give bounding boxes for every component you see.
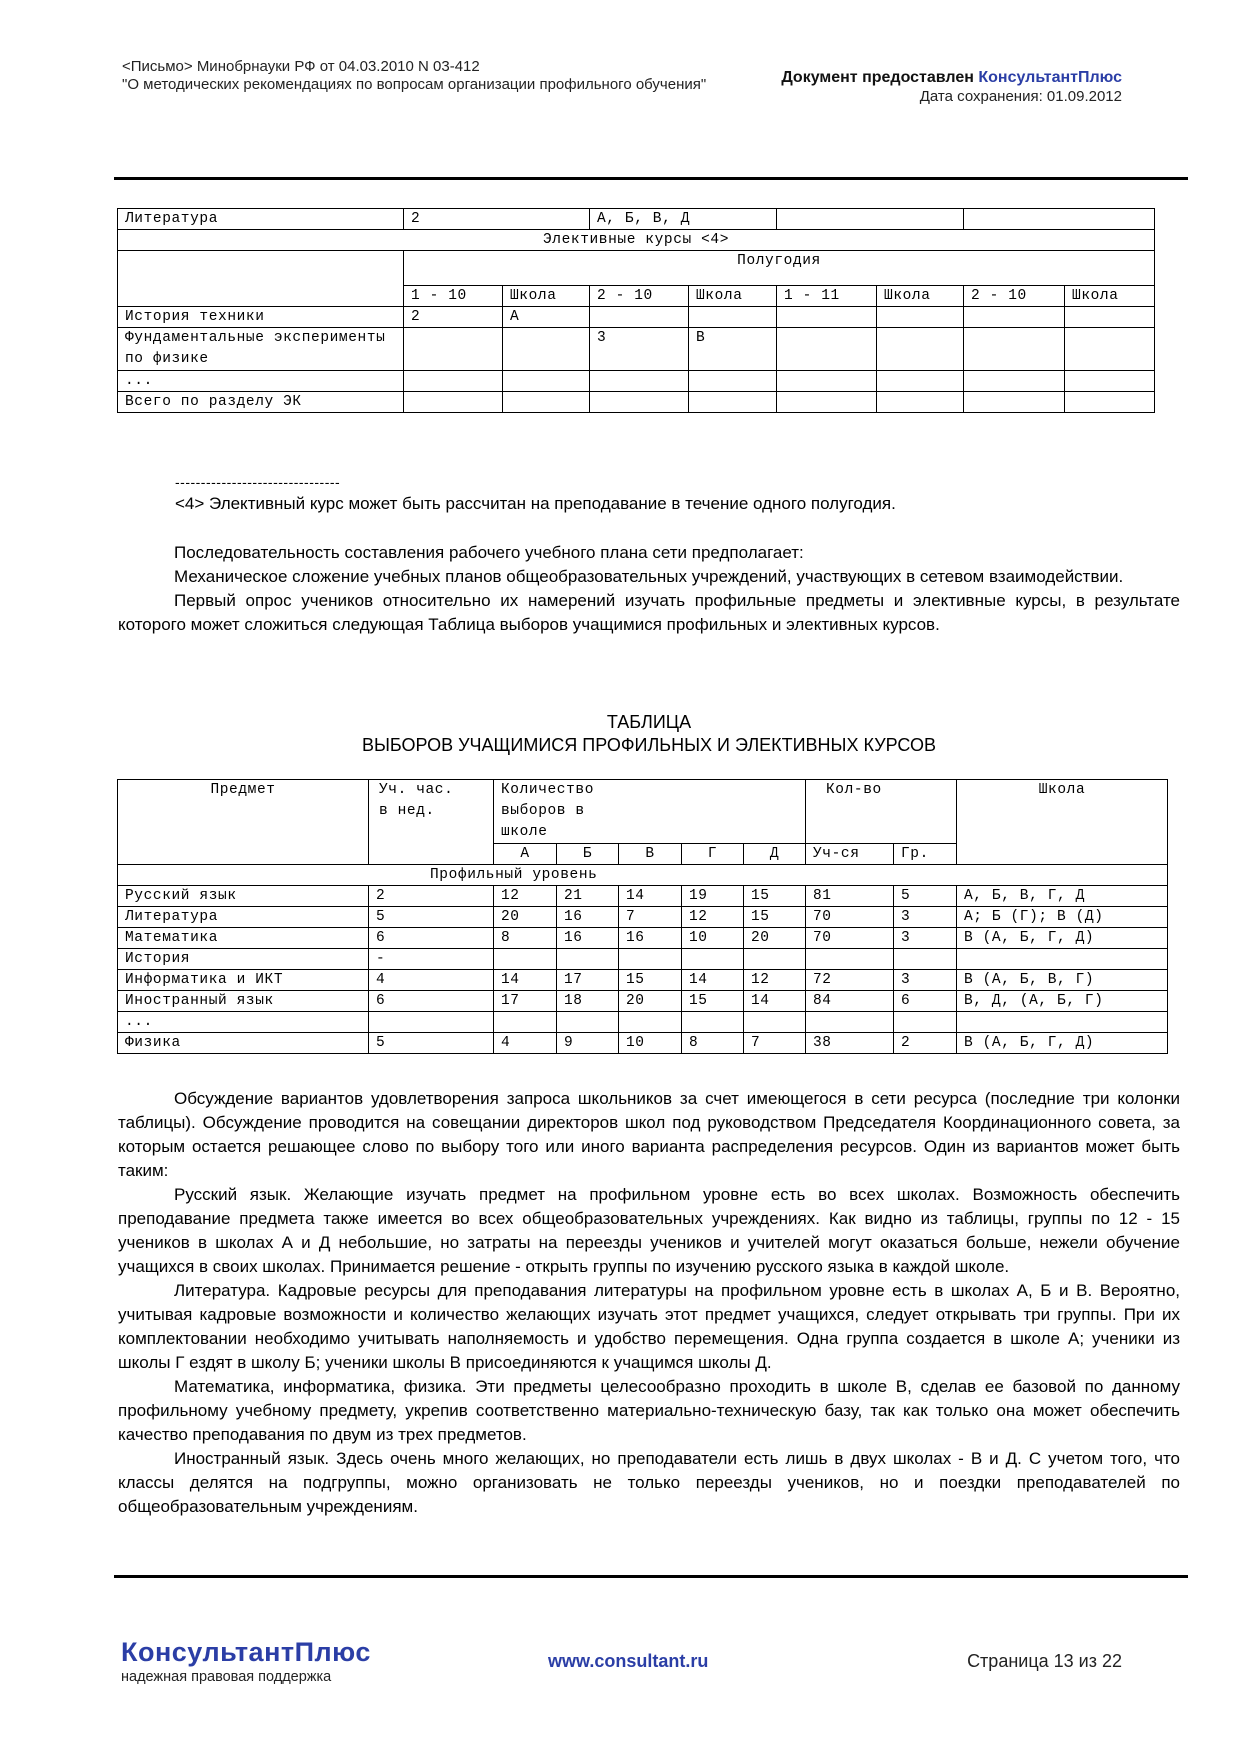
table-row	[118, 928, 1168, 949]
column-header-school-g: Г	[682, 844, 744, 865]
table-row	[118, 991, 1168, 1012]
table-cell: 7	[744, 1033, 806, 1054]
table-cell: Иностранный язык	[118, 991, 369, 1012]
table-cell: 15	[744, 886, 806, 907]
table-cell: 2	[404, 209, 590, 230]
site-link[interactable]: www.consultant.ru	[548, 1651, 709, 1671]
table-cell: 16	[557, 928, 619, 949]
column-header-subject: Предмет	[118, 780, 369, 865]
table-row	[118, 251, 1155, 286]
table-cell	[590, 371, 689, 392]
column-header-groups: Гр.	[894, 844, 957, 865]
table-cell: В (А, Б, В, Г)	[957, 970, 1168, 991]
table-cell	[503, 392, 590, 413]
table-title-line1: ТАБЛИЦА	[606, 712, 692, 732]
table-cell: 3	[590, 328, 689, 371]
table-cell: 8	[682, 1033, 744, 1054]
table-cell	[806, 1012, 894, 1033]
table-row	[118, 209, 1155, 230]
table-row	[118, 1033, 1168, 1054]
table-cell: 7	[619, 907, 682, 928]
table-cell: А, Б, В, Д	[590, 209, 777, 230]
table-cell	[1065, 392, 1155, 413]
table-cell: 10	[619, 1033, 682, 1054]
table-cell: 2	[894, 1033, 957, 1054]
table-cell	[964, 371, 1065, 392]
save-date: Дата сохранения: 01.09.2012	[919, 88, 1122, 105]
logo-brand: КонсультантПлюс	[121, 1637, 371, 1667]
table-cell	[957, 949, 1168, 970]
provider-info	[781, 68, 1122, 106]
paragraph: Обсуждение вариантов удовлетворения запроса школьников за счет имеющегося в сети ресурса (последние три колонки таблицы). Обсуждение проводится на совещании директоров школ под руководством Председателя Координационного совета, за которым остается решающее слово по выбору того или иного варианта распределения ресурсов. Один из вариантов может быть таким:	[118, 1089, 1180, 1180]
table-cell	[404, 392, 503, 413]
table-row	[118, 307, 1155, 328]
table-cell: 16	[557, 907, 619, 928]
table-row	[118, 371, 1155, 392]
table-cell	[503, 371, 590, 392]
document-reference	[122, 58, 742, 94]
table-cell	[682, 1012, 744, 1033]
table-cell	[964, 307, 1065, 328]
table-title-line2: ВЫБОРОВ УЧАЩИМИСЯ ПРОФИЛЬНЫХ И ЭЛЕКТИВНЫХ КУРСОВ	[361, 735, 937, 755]
table-cell: 2	[369, 886, 494, 907]
intro-text	[118, 541, 1180, 637]
table-cell	[557, 949, 619, 970]
table-cell: Русский язык	[118, 886, 369, 907]
table-cell: 5	[369, 907, 494, 928]
table-cell	[964, 209, 1155, 230]
table-cell: 20	[494, 907, 557, 928]
doc-title-line2: "О методических рекомендациях по вопросам организации профильного обучения"	[122, 76, 707, 93]
page-number: Страница 13 из 22	[967, 1651, 1122, 1671]
table-cell	[619, 949, 682, 970]
column-header: 1 - 11	[777, 286, 877, 307]
table-cell: 17	[494, 991, 557, 1012]
table-cell	[494, 1012, 557, 1033]
table-row	[118, 949, 1168, 970]
table-cell: 21	[557, 886, 619, 907]
provided-prefix: Документ предоставлен	[781, 69, 974, 86]
table-cell: А	[503, 307, 590, 328]
table-cell: В, Д, (А, Б, Г)	[957, 991, 1168, 1012]
column-header: Школа	[689, 286, 777, 307]
table-cell	[894, 949, 957, 970]
table-cell	[877, 371, 964, 392]
table-cell: В (А, Б, Г, Д)	[957, 1033, 1168, 1054]
table-cell	[118, 251, 404, 307]
table-cell: 72	[806, 970, 894, 991]
table-row	[118, 328, 1155, 371]
table-cell	[404, 371, 503, 392]
table-cell	[877, 307, 964, 328]
table-cell	[777, 392, 877, 413]
table-cell: 6	[894, 991, 957, 1012]
table-cell: 3	[894, 928, 957, 949]
table-cell	[877, 392, 964, 413]
column-header: Школа	[877, 286, 964, 307]
table-cell: История техники	[118, 307, 404, 328]
table-cell	[619, 1012, 682, 1033]
table-cell: Физика	[118, 1033, 369, 1054]
table-cell: 70	[806, 907, 894, 928]
table-title	[118, 711, 1180, 757]
choices-body	[118, 886, 1168, 1054]
table-cell	[1065, 371, 1155, 392]
table-cell	[1065, 328, 1155, 371]
provider-brand[interactable]: КонсультантПлюс	[978, 69, 1122, 86]
table-cell: 16	[619, 928, 682, 949]
table-cell: 2	[404, 307, 503, 328]
table-cell	[689, 307, 777, 328]
table-cell: 12	[682, 907, 744, 928]
column-header: 1 - 10	[404, 286, 503, 307]
table-cell: В	[689, 328, 777, 371]
table-cell: 9	[557, 1033, 619, 1054]
table-cell	[557, 1012, 619, 1033]
table-cell: А; Б (Г); В (Д)	[957, 907, 1168, 928]
choices-table	[117, 779, 1168, 1054]
paragraph: Первый опрос учеников относительно их намерений изучать профильные предметы и элективные курсы, в результате которого может сложиться следующая Таблица выборов учащимися профильных и элективных курсов.	[118, 591, 1180, 634]
table-cell: 70	[806, 928, 894, 949]
column-header-school-a: А	[494, 844, 557, 865]
provided-by	[781, 68, 1122, 87]
table-cell: История	[118, 949, 369, 970]
table-cell: Математика	[118, 928, 369, 949]
table-cell	[777, 371, 877, 392]
table-cell: 81	[806, 886, 894, 907]
table-header-row	[118, 780, 1168, 844]
table-cell	[744, 1012, 806, 1033]
table-cell: 18	[557, 991, 619, 1012]
column-header-school-v: В	[619, 844, 682, 865]
column-header-school-b: Б	[557, 844, 619, 865]
table-cell	[964, 328, 1065, 371]
table-cell: 4	[494, 1033, 557, 1054]
paragraph: Математика, информатика, физика. Эти предметы целесообразно проходить в школе В, сделав ее базовой по данному профильному учебному предмету, укрепив соответственно материально-техническую базу, так как только она может обеспечить качество преподавания по двум из трех предметов.	[118, 1377, 1180, 1444]
table-cell	[404, 328, 503, 371]
table-cell: В (А, Б, Г, Д)	[957, 928, 1168, 949]
table-cell: ...	[118, 1012, 369, 1033]
table-row	[118, 1012, 1168, 1033]
table-cell	[369, 1012, 494, 1033]
table-cell: 14	[682, 970, 744, 991]
table-cell: 10	[682, 928, 744, 949]
table-cell	[590, 307, 689, 328]
table-cell	[503, 328, 590, 371]
table-cell	[1065, 307, 1155, 328]
table-cell: 14	[494, 970, 557, 991]
table-cell	[957, 1012, 1168, 1033]
consultant-logo[interactable]	[121, 1636, 371, 1686]
column-header-count: Кол-во	[806, 780, 957, 844]
table-cell: 3	[894, 970, 957, 991]
table-cell: 38	[806, 1033, 894, 1054]
table-cell: Всего по разделу ЭК	[118, 392, 404, 413]
table-cell: 84	[806, 991, 894, 1012]
doc-title-line1: <Письмо> Минобрнауки РФ от 04.03.2010 N 03-412	[122, 58, 480, 75]
column-header-choices: Количество выборов в школе	[494, 780, 806, 844]
paragraph: Последовательность составления рабочего учебного плана сети предполагает:	[174, 543, 804, 562]
discussion-text	[118, 1087, 1180, 1519]
table-cell	[877, 328, 964, 371]
table-row	[118, 907, 1168, 928]
paragraph: Литература. Кадровые ресурсы для преподавания литературы на профильном уровне есть в школах А, Б и В. Вероятно, учитывая кадровые возможности и количество желающих изучать этот предмет учащихся, следует открывать три группы. При их комплектовании необходимо учитывать наполняемость и удобство перемещения. Одна группа создается в школе А; ученики из школы Г ездят в школу Б; ученики школы В присоединяются к учащимся школы Д.	[118, 1281, 1180, 1372]
paragraph: Иностранный язык. Здесь очень много желающих, но преподаватели есть лишь в двух школах - В и Д. С учетом того, что классы делятся на подгруппы, можно организовать не только переезды учеников, но и поездки преподавателей по общеобразовательным учреждениям.	[118, 1449, 1180, 1516]
table-cell: 12	[494, 886, 557, 907]
table-row	[118, 392, 1155, 413]
table-cell	[777, 307, 877, 328]
table-cell: 6	[369, 991, 494, 1012]
table-cell: 3	[894, 907, 957, 928]
semesters-header: Полугодия	[404, 251, 1155, 286]
table-cell: 6	[369, 928, 494, 949]
table-cell	[777, 209, 964, 230]
column-header: 2 - 10	[964, 286, 1065, 307]
table-cell	[964, 392, 1065, 413]
table-cell: -	[369, 949, 494, 970]
table-cell: 15	[682, 991, 744, 1012]
header-divider	[114, 177, 1188, 180]
column-header: 2 - 10	[590, 286, 689, 307]
column-header-school: Школа	[957, 780, 1168, 865]
table-cell: Литература	[118, 907, 369, 928]
table-cell: 8	[494, 928, 557, 949]
table-cell: 4	[369, 970, 494, 991]
column-header-hours: Уч. час. в нед.	[369, 780, 494, 865]
table-cell: 5	[894, 886, 957, 907]
table-cell: 17	[557, 970, 619, 991]
section-label: Профильный уровень	[118, 865, 1168, 886]
table-cell	[894, 1012, 957, 1033]
table-cell	[806, 949, 894, 970]
table-cell: Литература	[118, 209, 404, 230]
table-cell: 12	[744, 970, 806, 991]
column-header: Школа	[1065, 286, 1155, 307]
footer-divider	[114, 1575, 1188, 1578]
table-cell: 20	[619, 991, 682, 1012]
footnote-text: <4> Элективный курс может быть рассчитан на преподавание в течение одного полугодия.	[175, 494, 896, 513]
elective-section-title: Элективные курсы <4>	[118, 230, 1155, 251]
table-cell: 14	[619, 886, 682, 907]
table-cell: 14	[744, 991, 806, 1012]
table-cell: 15	[619, 970, 682, 991]
table-cell	[494, 949, 557, 970]
footnote-separator: --------------------------------	[175, 474, 341, 490]
table-cell	[689, 392, 777, 413]
paragraph: Русский язык. Желающие изучать предмет на профильном уровне есть во всех школах. Возможность обеспечить преподавание предмета также имеется во всех общеобразовательных учреждениях. Как видно из таблицы, группы по 12 - 15 учеников в школах А и Д небольшие, но затраты на переезды учеников и учителей могут оказаться больше, нежели обучение учащихся в своих школах. Принимается решение - открыть группы по изучению русского языка в каждой школе.	[118, 1185, 1180, 1276]
table-cell	[590, 392, 689, 413]
table-row	[118, 970, 1168, 991]
table-cell	[682, 949, 744, 970]
table-row	[118, 230, 1155, 251]
table-cell	[777, 328, 877, 371]
table-cell	[689, 371, 777, 392]
column-header-students: Уч-ся	[806, 844, 894, 865]
table-cell: 19	[682, 886, 744, 907]
table-row	[118, 886, 1168, 907]
table-cell: 5	[369, 1033, 494, 1054]
table-cell: ...	[118, 371, 404, 392]
table-cell: 20	[744, 928, 806, 949]
table-cell: Информатика и ИКТ	[118, 970, 369, 991]
table-section-row	[118, 865, 1168, 886]
table-cell	[744, 949, 806, 970]
curriculum-table	[117, 208, 1155, 413]
table-cell: Фундаментальные эксперименты по физике	[118, 328, 404, 371]
table-cell: А, Б, В, Г, Д	[957, 886, 1168, 907]
column-header: Школа	[503, 286, 590, 307]
logo-tagline: надежная правовая поддержка	[121, 1669, 332, 1685]
table-cell: 15	[744, 907, 806, 928]
column-header-school-d: Д	[744, 844, 806, 865]
paragraph: Механическое сложение учебных планов общеобразовательных учреждений, участвующих в сетевом взаимодействии.	[174, 567, 1124, 586]
